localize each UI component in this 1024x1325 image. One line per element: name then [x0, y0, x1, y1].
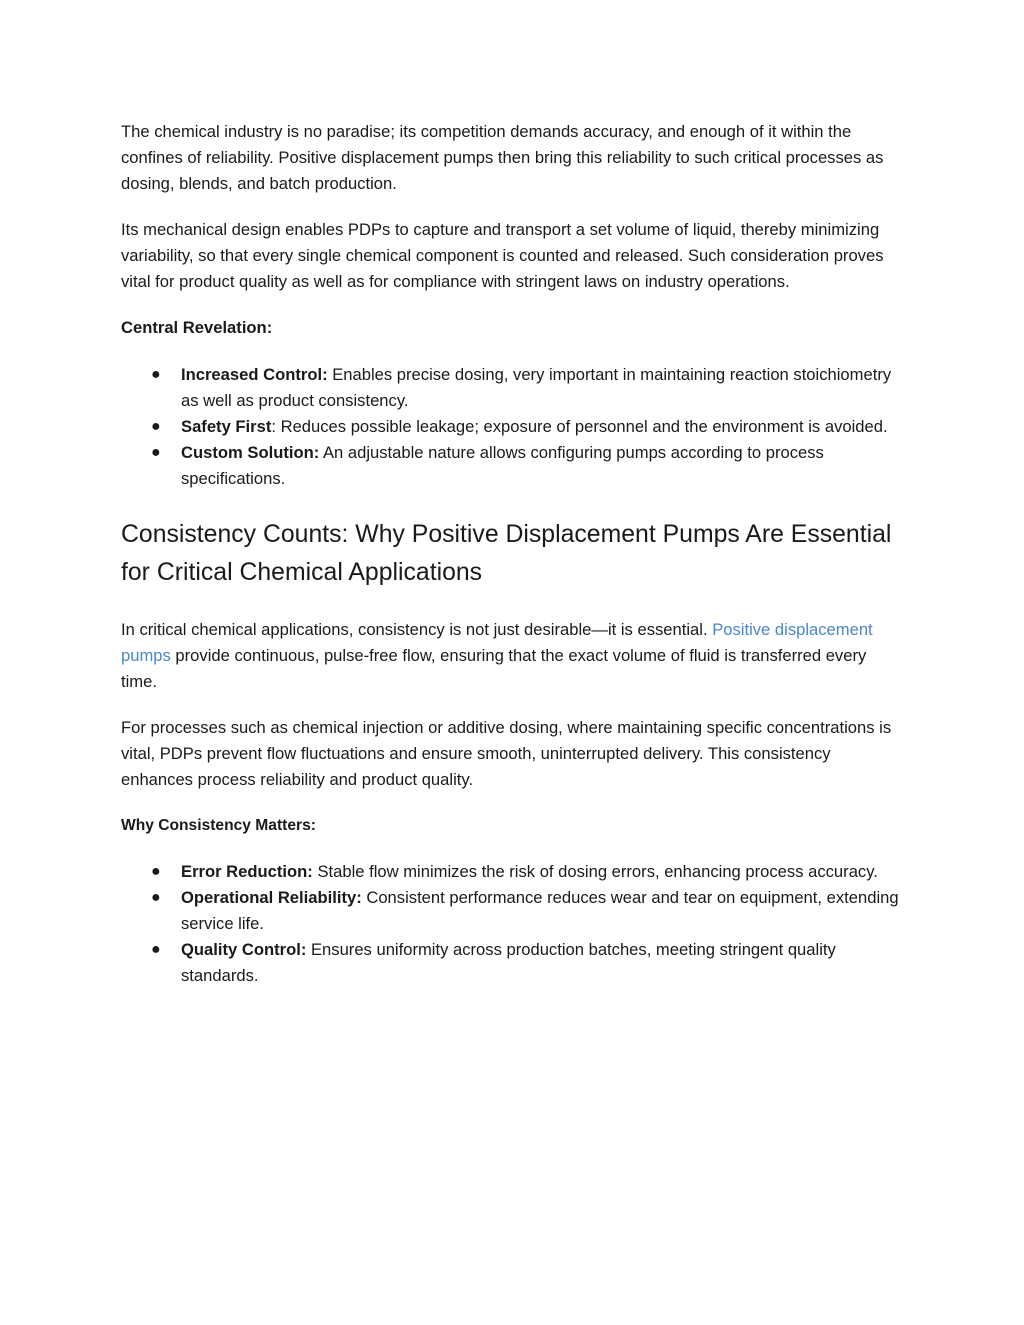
list-item-text: Enables precise dosing, very important in maintaining reaction stoichiometry as well as product consistency.: [181, 365, 892, 410]
list-item-text: An adjustable nature allows configuring pumps according to process specifications.: [181, 443, 824, 488]
bullet-icon: ●: [151, 889, 161, 906]
list-item-text: : Reduces possible leakage; exposure of personnel and the environment is avoided.: [271, 417, 888, 436]
section-heading: Consistency Counts: Why Positive Displacement Pumps Are Essential for Critical Chemical Applications: [121, 521, 892, 586]
list-item-title: Quality Control:: [181, 940, 307, 959]
list-item: [121, 362, 906, 414]
list-item: [121, 440, 906, 492]
list-item-text: Consistent performance reduces wear and tear on equipment, extending service life.: [181, 888, 899, 933]
bullet-icon: ●: [151, 444, 161, 461]
list-item-title: Safety First: [181, 417, 272, 436]
list-item: [121, 937, 906, 989]
bullet-icon: ●: [151, 941, 161, 958]
list-item: [121, 414, 906, 440]
bullet-icon: ●: [151, 863, 161, 880]
list-item: [121, 859, 906, 885]
list-item-title: Custom Solution:: [181, 443, 320, 462]
why-consistency-heading: Why Consistency Matters:: [121, 817, 316, 834]
list-item-title: Operational Reliability:: [181, 888, 362, 907]
why-consistency-list: [121, 859, 906, 989]
section-paragraph-1-end: provide continuous, pulse-free flow, ensuring that the exact volume of fluid is transferred every time.: [121, 646, 867, 691]
intro-paragraph-2: Its mechanical design enables PDPs to capture and transport a set volume of liquid, thereby minimizing variability, so that every single chemical component is counted and released. Such consideration proves vital for product quality as well as for compliance with stringent laws on industry operations.: [121, 220, 884, 291]
bullet-icon: ●: [151, 418, 161, 435]
list-item-text: Ensures uniformity across production batches, meeting stringent quality standards.: [181, 940, 836, 985]
list-item-title: Error Reduction:: [181, 862, 313, 881]
section-paragraph-1-start: In critical chemical applications, consistency is not just desirable—it is essential.: [121, 620, 713, 639]
bullet-icon: ●: [151, 366, 161, 383]
section-paragraph-1: [121, 617, 906, 695]
central-revelation-heading: Central Revelation:: [121, 318, 273, 337]
section-paragraph-2: For processes such as chemical injection or additive dosing, where maintaining specific concentrations is vital, PDPs prevent flow fluctuations and ensure smooth, uninterrupted delivery. This consistency enhances process reliability and product quality.: [121, 718, 892, 789]
list-item-title: Increased Control:: [181, 365, 328, 384]
central-revelation-list: [121, 362, 906, 492]
positive-displacement-pumps-link[interactable]: Positive displacement pumps: [121, 620, 873, 665]
list-item-text: Stable flow minimizes the risk of dosing errors, enhancing process accuracy.: [312, 862, 878, 881]
document-page: [121, 119, 906, 989]
intro-paragraph-1: The chemical industry is no paradise; its competition demands accuracy, and enough of it within the confines of reliability. Positive displacement pumps then bring this reliability to such critical processes as dosing, blends, and batch production.: [121, 122, 884, 193]
list-item: [121, 885, 906, 937]
